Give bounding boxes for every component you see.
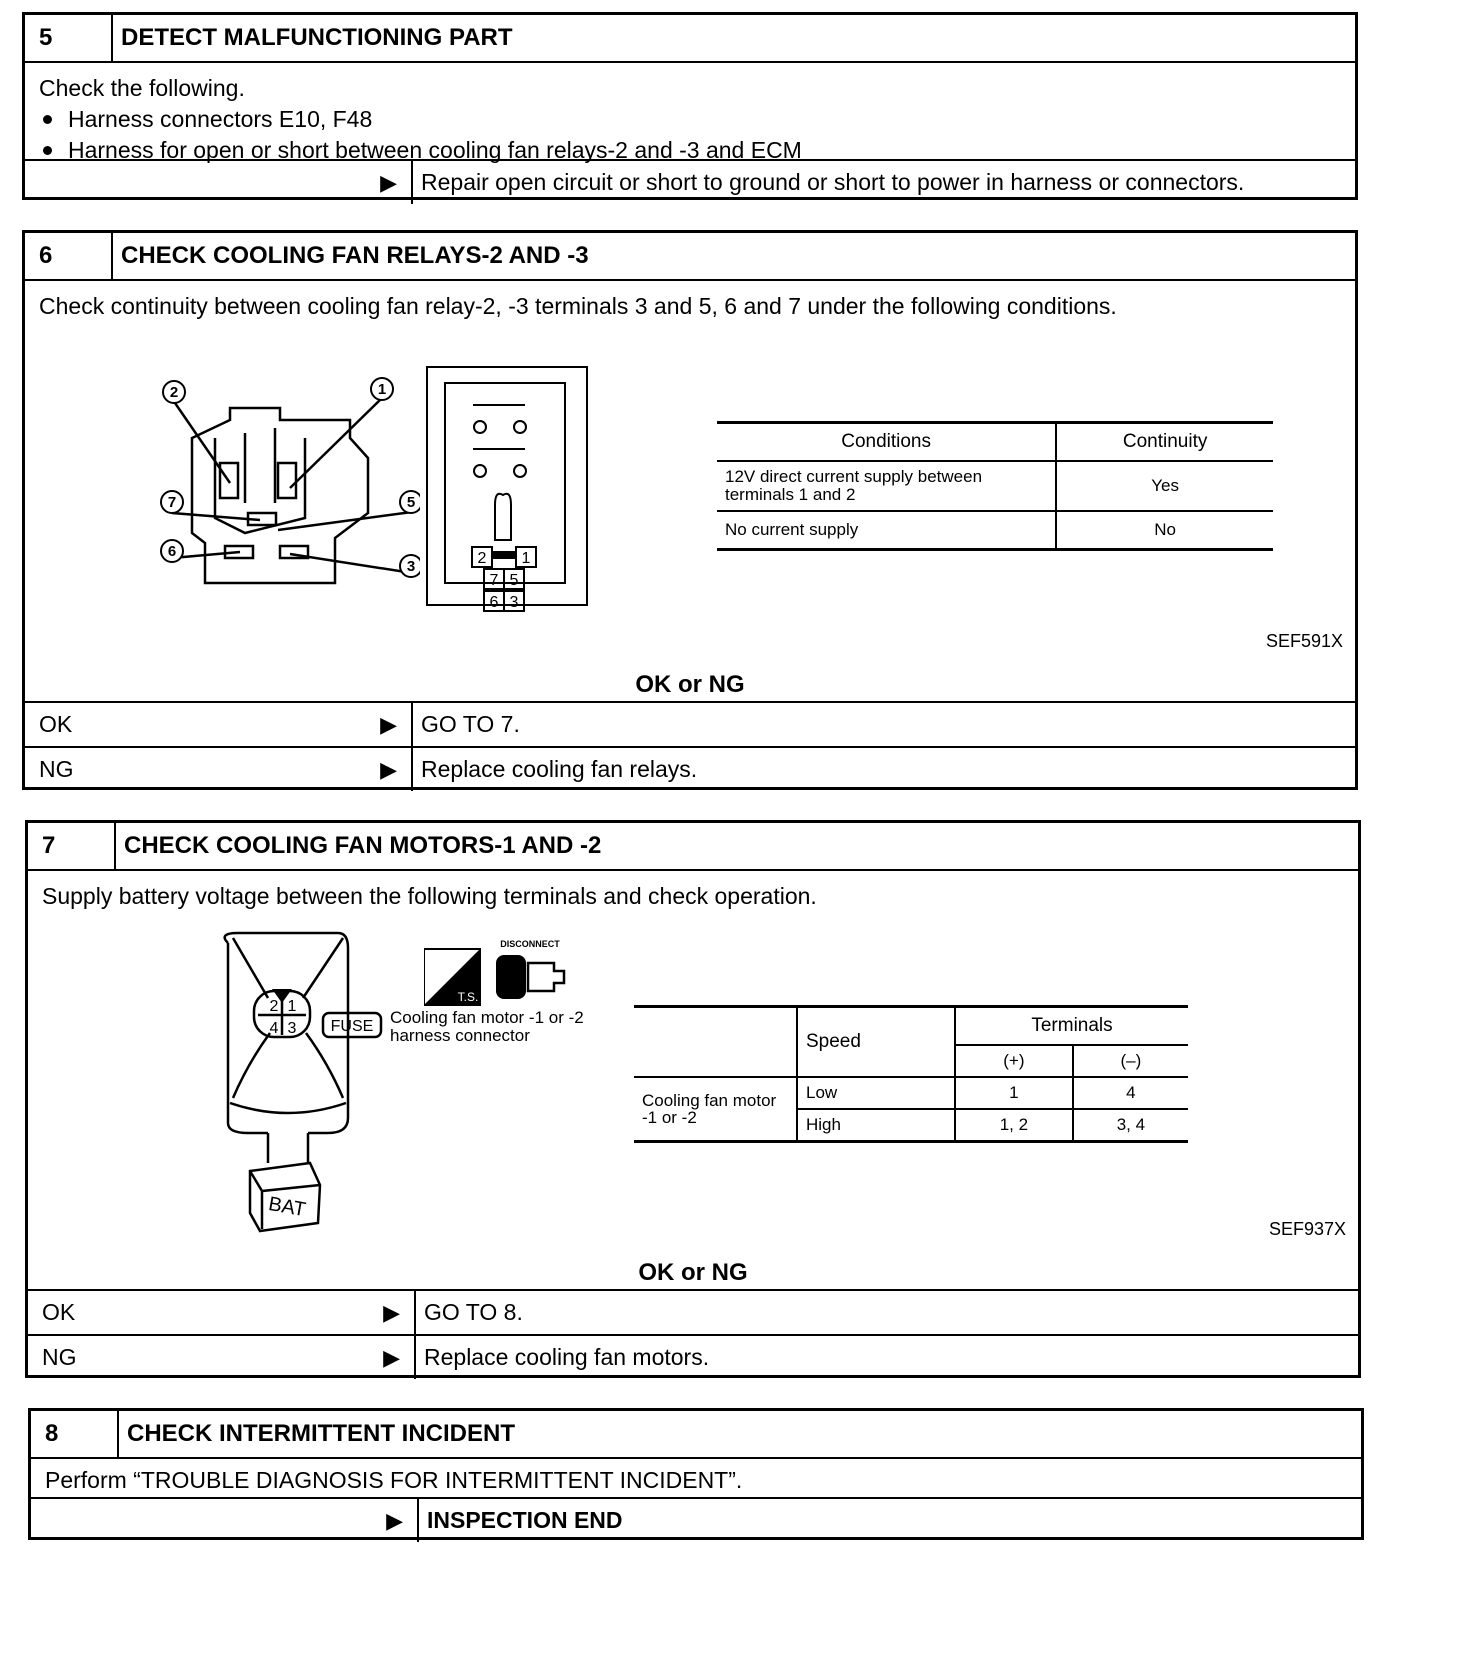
step-number: 5 bbox=[25, 15, 113, 61]
intro-text: Check the following. bbox=[39, 75, 245, 101]
terminal-label: 1 bbox=[521, 550, 531, 567]
motor-terminal-label: 3 bbox=[287, 1020, 297, 1037]
ng-label: NG bbox=[42, 1344, 77, 1370]
ok-label: OK bbox=[39, 711, 73, 737]
bullet-icon bbox=[43, 146, 52, 155]
table-cell: No bbox=[1154, 520, 1176, 539]
step-title: CHECK COOLING FAN RELAYS-2 AND -3 bbox=[121, 242, 589, 269]
result-row bbox=[25, 159, 1355, 204]
terminal-label: 7 bbox=[489, 572, 499, 589]
table-row bbox=[717, 511, 1273, 550]
result-text: GO TO 7. bbox=[421, 711, 520, 737]
bullet-item: Harness connectors E10, F48 bbox=[39, 104, 1341, 135]
step-7 bbox=[25, 820, 1361, 1378]
step-6 bbox=[22, 230, 1358, 790]
ok-or-ng-label: OK or NG bbox=[638, 1259, 748, 1286]
fuse-label: FUSE bbox=[330, 1018, 374, 1035]
table-header: (+) bbox=[955, 1045, 1073, 1077]
step-title: CHECK COOLING FAN MOTORS-1 AND -2 bbox=[124, 832, 602, 859]
table-cell: 1 bbox=[955, 1077, 1073, 1109]
step-8 bbox=[28, 1408, 1364, 1540]
table-row bbox=[634, 1077, 1188, 1109]
arrow-icon: ▶ bbox=[380, 169, 397, 195]
table-header: Speed bbox=[797, 1007, 955, 1078]
ng-label: NG bbox=[39, 756, 74, 782]
table-cell: Low bbox=[797, 1077, 955, 1109]
step-number: 8 bbox=[31, 1411, 119, 1457]
relay-label: 6 bbox=[167, 543, 177, 560]
result-row bbox=[31, 1497, 1361, 1542]
result-row-ng bbox=[28, 1334, 1358, 1379]
step-header bbox=[25, 233, 1355, 281]
step-5 bbox=[22, 12, 1358, 200]
terminal-label: 6 bbox=[489, 594, 499, 611]
terminal-label: 5 bbox=[509, 572, 519, 589]
instruction-text: Supply battery voltage between the following terminals and check operation. bbox=[42, 883, 817, 909]
ts-icon: T.S. bbox=[457, 990, 479, 1004]
step-body bbox=[25, 63, 1355, 163]
result-text: GO TO 8. bbox=[424, 1299, 523, 1325]
result-row-ng bbox=[25, 746, 1355, 791]
table-cell: No current supply bbox=[717, 511, 1056, 550]
bat-label: BAT bbox=[266, 1193, 308, 1222]
motor-terminal-label: 2 bbox=[269, 998, 279, 1015]
arrow-icon: ▶ bbox=[380, 756, 397, 782]
table-header: (–) bbox=[1120, 1051, 1142, 1070]
step-title: DETECT MALFUNCTIONING PART bbox=[121, 24, 513, 51]
result-row-ok bbox=[25, 701, 1355, 746]
ok-label: OK bbox=[42, 1299, 76, 1325]
result-text: INSPECTION END bbox=[427, 1507, 623, 1533]
relay-label: 2 bbox=[169, 384, 179, 401]
bullet-item: Harness for open or short between cooling fan relays-2 and -3 and ECM bbox=[39, 135, 1341, 166]
step-number: 7 bbox=[28, 823, 116, 869]
relay-label: 7 bbox=[167, 494, 177, 511]
result-text: Replace cooling fan relays. bbox=[421, 756, 698, 782]
step-title: CHECK INTERMITTENT INCIDENT bbox=[127, 1420, 515, 1447]
table-cell: 1, 2 bbox=[955, 1109, 1073, 1142]
result-row-ok bbox=[28, 1289, 1358, 1334]
connector-icons bbox=[424, 939, 574, 1011]
table-row bbox=[717, 461, 1273, 511]
figure-ref: SEF591X bbox=[1265, 631, 1343, 651]
disconnect-label: DISCONNECT bbox=[500, 939, 560, 949]
instruction-text: Perform “TROUBLE DIAGNOSIS FOR INTERMITTENT INCIDENT”. bbox=[45, 1467, 743, 1493]
step-header bbox=[25, 15, 1355, 63]
table-cell: Yes bbox=[1151, 476, 1179, 495]
figure-ref: SEF937X bbox=[1268, 1219, 1346, 1239]
relay-label: 1 bbox=[377, 381, 387, 398]
continuity-table bbox=[717, 421, 1273, 551]
table-header: Continuity bbox=[1122, 431, 1208, 452]
result-text: Repair open circuit or short to ground or short to power in harness or connectors. bbox=[421, 169, 1245, 195]
table-cell: Cooling fan motor -1 or -2 bbox=[634, 1077, 797, 1142]
arrow-icon: ▶ bbox=[380, 711, 397, 737]
table-header-row bbox=[717, 423, 1273, 462]
terminal-label: 3 bbox=[509, 594, 519, 611]
motor-terminal-label: 4 bbox=[269, 1020, 279, 1037]
step-header bbox=[31, 1411, 1361, 1459]
motor-terminal-label: 1 bbox=[287, 998, 297, 1015]
relay-label: 3 bbox=[406, 558, 416, 575]
result-text: Replace cooling fan motors. bbox=[424, 1344, 710, 1370]
table-cell: 12V direct current supply between terminals 1 and 2 bbox=[717, 461, 1056, 511]
step-number: 6 bbox=[25, 233, 113, 279]
instruction-text: Check continuity between cooling fan relay-2, -3 terminals 3 and 5, 6 and 7 under the following conditions. bbox=[39, 293, 1117, 319]
relay-schematic bbox=[425, 365, 595, 615]
table-header: Terminals bbox=[955, 1007, 1188, 1046]
table-cell: High bbox=[797, 1109, 955, 1142]
ok-or-ng-label: OK or NG bbox=[635, 671, 745, 698]
terminals-table bbox=[634, 1005, 1188, 1143]
arrow-icon: ▶ bbox=[383, 1299, 400, 1325]
table-cell: 3, 4 bbox=[1116, 1115, 1146, 1134]
terminal-label: 2 bbox=[477, 550, 487, 567]
bullet-icon bbox=[43, 115, 52, 124]
connector-caption: Cooling fan motor -1 or -2 harness connector bbox=[390, 1008, 584, 1045]
arrow-icon: ▶ bbox=[383, 1344, 400, 1370]
table-cell: 4 bbox=[1126, 1083, 1136, 1102]
step-header bbox=[28, 823, 1358, 871]
table-header: Conditions bbox=[717, 423, 1056, 462]
relay-diagram bbox=[130, 368, 420, 598]
arrow-icon: ▶ bbox=[386, 1507, 403, 1533]
relay-label: 5 bbox=[406, 494, 416, 511]
